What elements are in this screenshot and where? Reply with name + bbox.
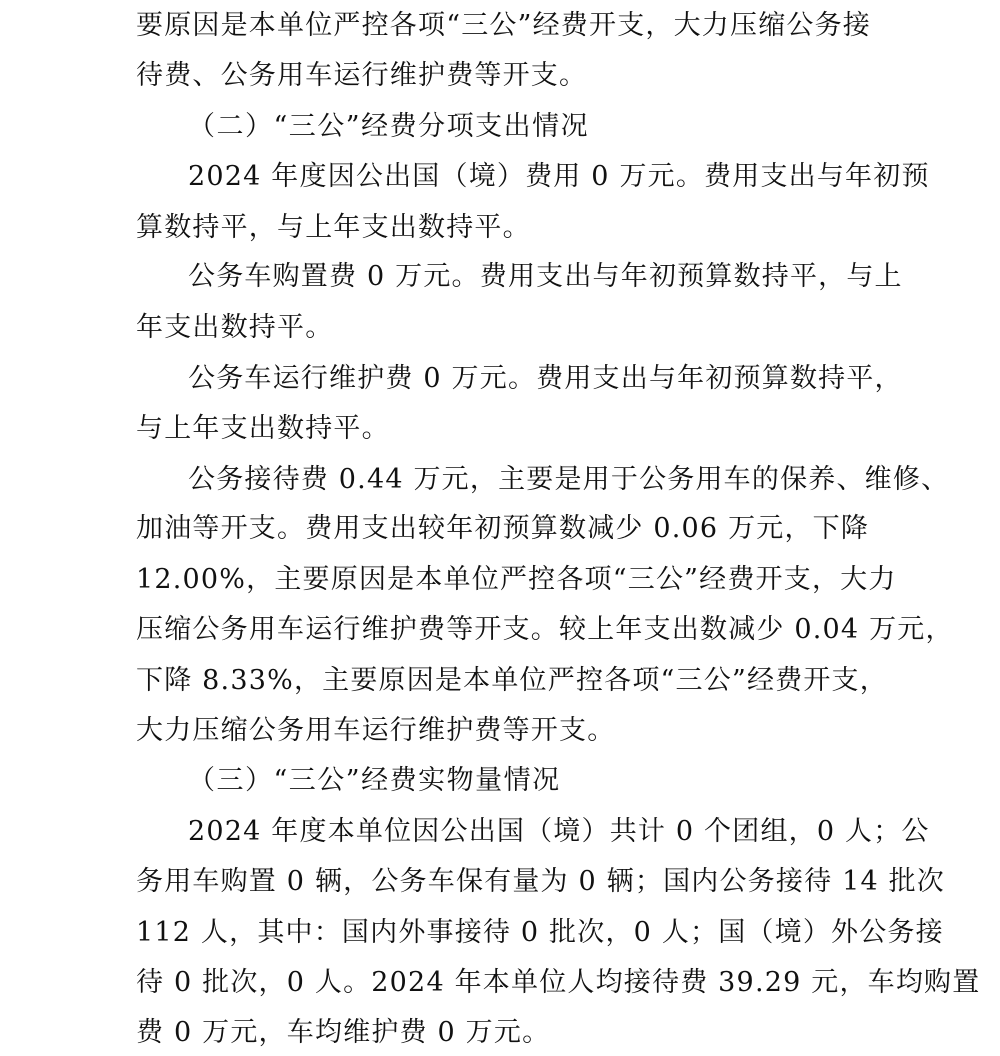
paragraph-line: 与上年支出数持平。 xyxy=(136,413,390,444)
paragraph-line: 公务车运行维护费 0 万元。费用支出与年初预算数持平， xyxy=(188,363,903,394)
paragraph-line: 12.00%，主要原因是本单位严控各项“三公”经费开支，大力 xyxy=(136,564,897,595)
paragraph-line: 2024 年度因公出国（境）费用 0 万元。费用支出与年初预 xyxy=(188,161,930,192)
paragraph-line: 年支出数持平。 xyxy=(136,312,334,343)
paragraph-line: 公务接待费 0.44 万元，主要是用于公务用车的保养、维修、 xyxy=(188,464,950,495)
paragraph-line: 下降 8.33%，主要原因是本单位严控各项“三公”经费开支， xyxy=(136,665,888,696)
paragraph-line: 费 0 万元，车均维护费 0 万元。 xyxy=(136,1017,551,1048)
paragraph-line: 算数持平，与上年支出数持平。 xyxy=(136,212,531,243)
paragraph-line: 待 0 批次，0 人。2024 年本单位人均接待费 39.29 元，车均购置 xyxy=(136,967,981,998)
section-heading: （三）“三公”经费实物量情况 xyxy=(188,765,561,796)
paragraph-line: 压缩公务用车运行维护费等开支。较上年支出数减少 0.04 万元， xyxy=(136,614,954,645)
paragraph-line: 务用车购置 0 辆，公务车保有量为 0 辆；国内公务接待 14 批次 xyxy=(136,866,946,897)
paragraph-line: 加油等开支。费用支出较年初预算数减少 0.06 万元，下降 xyxy=(136,513,870,544)
paragraph-line: 112 人，其中：国内外事接待 0 批次，0 人；国（境）外公务接 xyxy=(136,917,944,948)
paragraph-line: 待费、公务用车运行维护费等开支。 xyxy=(136,60,588,91)
section-heading: （二）“三公”经费分项支出情况 xyxy=(188,111,590,142)
paragraph-line: 要原因是本单位严控各项“三公”经费开支，大力压缩公务接 xyxy=(136,10,872,41)
paragraph-line: 大力压缩公务用车运行维护费等开支。 xyxy=(136,715,616,746)
paragraph-line: 公务车购置费 0 万元。费用支出与年初预算数持平，与上 xyxy=(188,261,903,292)
paragraph-line: 2024 年度本单位因公出国（境）共计 0 个团组，0 人；公 xyxy=(188,816,930,847)
